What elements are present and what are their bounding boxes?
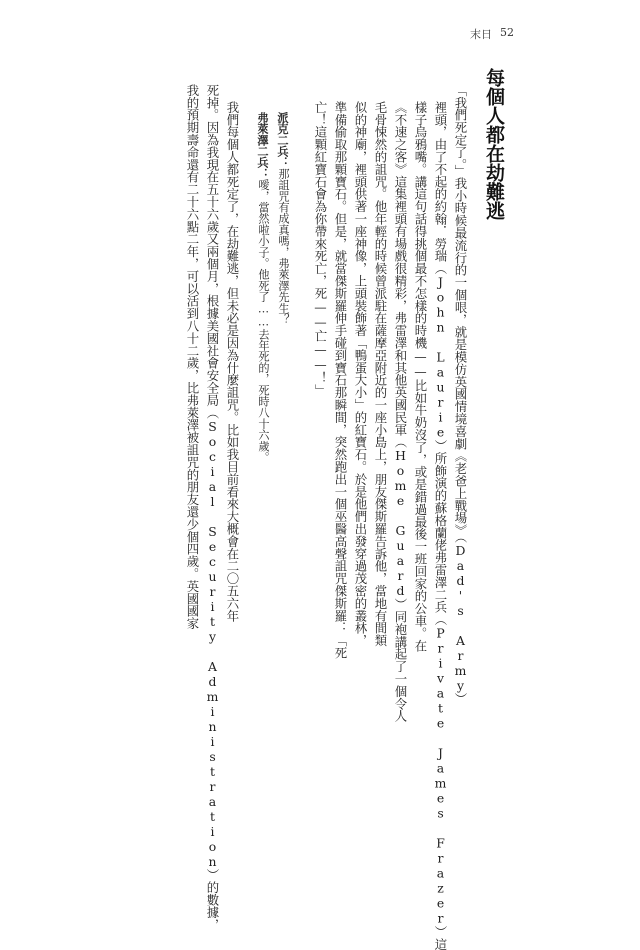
- dialogue-text: 噯，當然啦小子。他死了……去年死的，死時八十六歲。: [257, 179, 270, 463]
- body-column: 樣子烏鴉嘴。講這句話得挑個最不怎樣的時機——比如牛奶沒了，或是錯過最後一班回家的公車。在: [413, 101, 428, 652]
- dialogue-line: [256, 112, 270, 463]
- body-column: 毛骨悚然的詛咒。他年輕的時候曾派駐在薩摩亞附近的一座小島上，朋友傑斯羅告訴他，當地有間類: [373, 101, 388, 647]
- dialogue-line: [276, 112, 290, 325]
- body-column: 準備偷取那顆寶石。但是，就當傑斯羅伸手碰到寶石那瞬間，突然跑出一個巫醫高聲詛咒傑斯羅：「死: [333, 101, 348, 659]
- body-column: 似的神廟，裡頭供著一座神像，上頭裝飾著「鴨蛋大小」的紅寶石。於是他們出發穿過茂密的叢林，: [353, 101, 368, 647]
- body-column: 裡頭，由了不起的約翰．勞瑞（John Laurie）所飾演的蘇格蘭佬弗雷澤二兵（Private James Frazer）這: [433, 101, 448, 950]
- dialogue-speaker: 弗萊澤二兵：: [256, 112, 270, 180]
- page-number: 52: [500, 26, 514, 39]
- body-column: 《不速之客》這集裡頭有場戲很精彩，弗雷澤和其他英國民軍（Home Guard）同袍講起了一個令人: [393, 101, 408, 723]
- body-column: 我的預期壽命還有二十六點二年，可以活到八十二歲，比弗萊澤被詛咒的朋友還少個四歲。英國國家: [185, 84, 200, 630]
- chapter-title: 每個人都在劫難逃: [483, 68, 505, 220]
- body-column: 亡！這顆紅寶石會為你帶來死亡，死——亡——！」: [313, 101, 328, 397]
- body-column: 死掉。因為我現在五十六歲又兩個月，根據美國社會安全局（Social Security Administration）的數據，: [205, 84, 220, 931]
- running-header-section: 末日: [470, 28, 492, 41]
- dialogue-speaker: 派克二兵：: [276, 112, 290, 168]
- body-column: 我們每個人都死定了，在劫難逃，但未必是因為什麼詛咒。比如我目前看來大概會在二〇五六年: [225, 101, 240, 622]
- body-column: 「我們死定了。」我小時候最流行的一個哏，就是模仿英國情境喜劇《老爸上戰場》（Dad's Army）: [453, 84, 468, 706]
- dialogue-text: 那詛咒有成真嗎，弗萊澤先生？: [277, 168, 290, 325]
